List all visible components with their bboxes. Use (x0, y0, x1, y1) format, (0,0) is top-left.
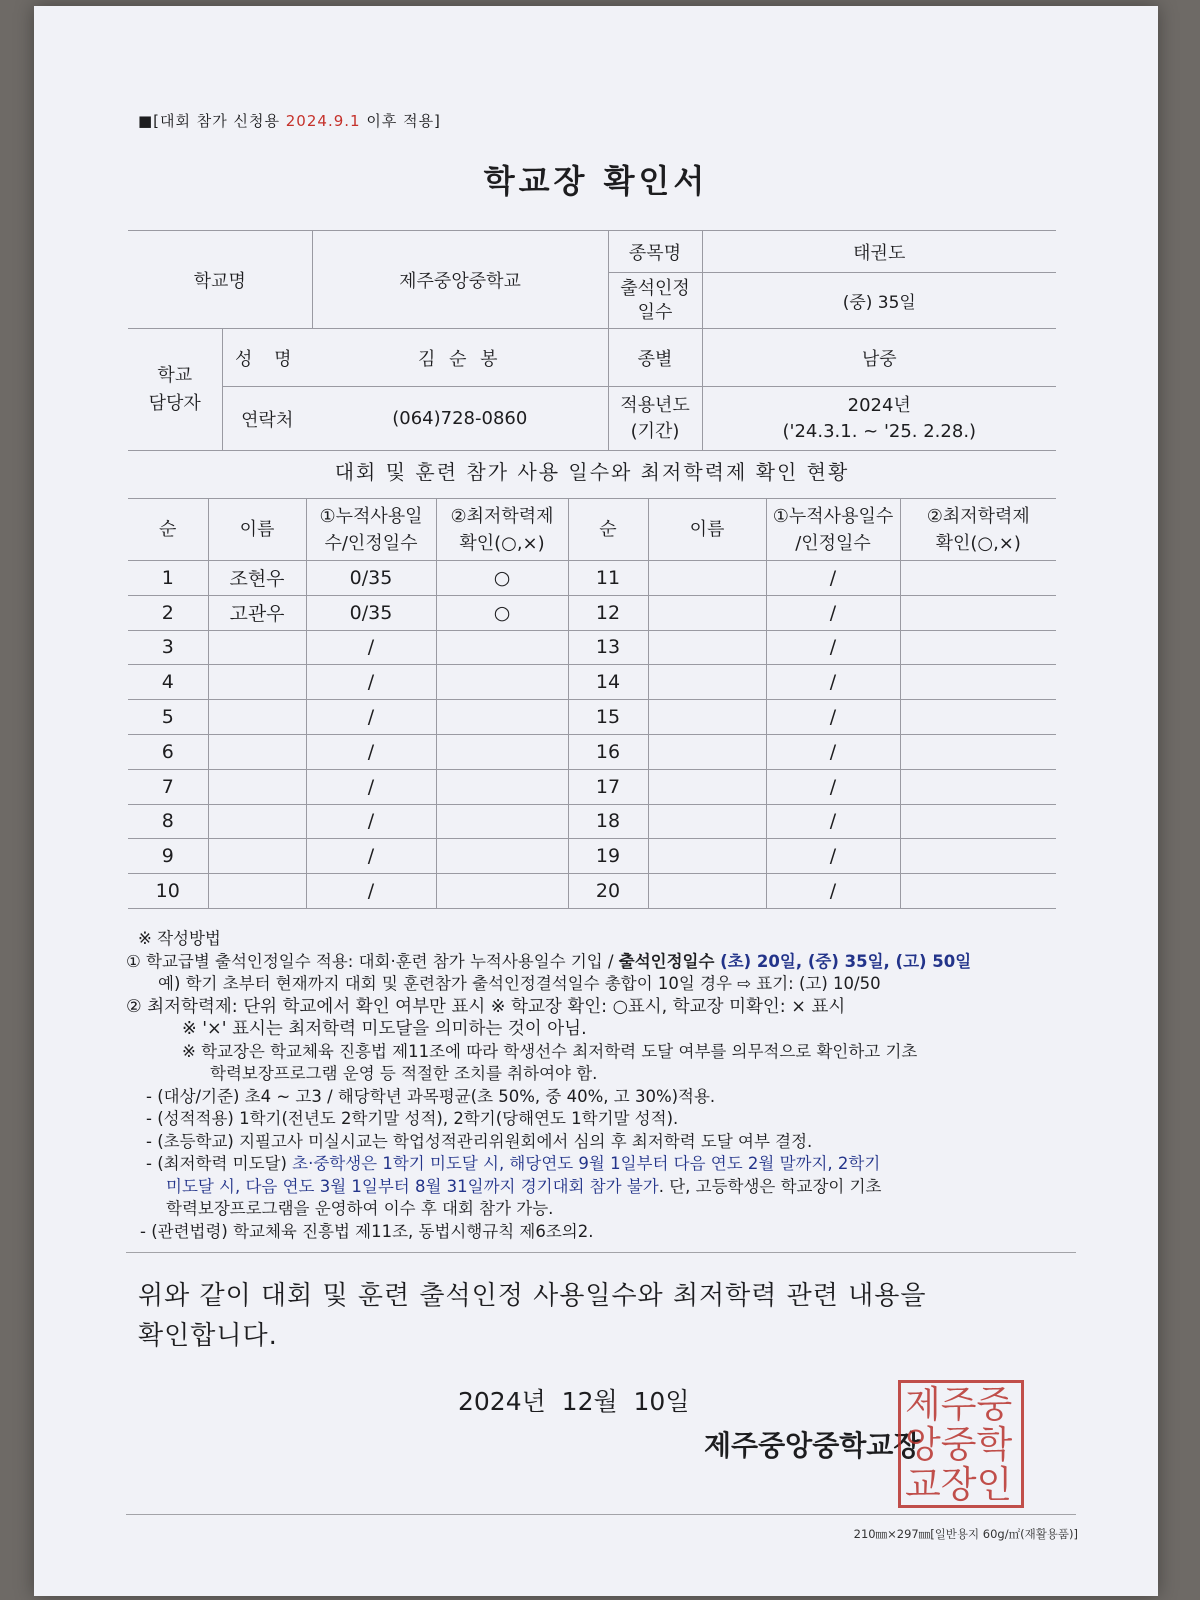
detail-underachieve-end: 학력보장프로그램을 운영하여 이수 후 대회 참가 가능. (166, 1199, 554, 1218)
table-header-row (128, 499, 1056, 561)
manager-label-line1: 학교 (157, 364, 193, 386)
row-name-right (648, 561, 766, 596)
row-days-right: / (766, 769, 900, 804)
divider-bottom (126, 1514, 1076, 1515)
row-days: / (306, 665, 436, 700)
row-no-right: 20 (568, 874, 648, 909)
manager-label (128, 329, 222, 451)
header-check (436, 499, 568, 561)
usage-table (128, 498, 1056, 909)
header-days-right (766, 499, 900, 561)
school-value: 제주중앙중학교 (312, 231, 608, 329)
row-no-right: 11 (568, 561, 648, 596)
document-page (34, 6, 1158, 1596)
principal-name: 제주중앙중학교장 (704, 1429, 921, 1462)
row-days-right: / (766, 839, 900, 874)
note-2: ② 최저학력제: 단위 학교에서 확인 여부만 표시 ※ 학교장 확인: ○표시, 학교장 미확인: × 표시 (126, 996, 846, 1017)
contact-label: 연락처 (222, 387, 312, 451)
row-days: / (306, 734, 436, 769)
row-name-right (648, 874, 766, 909)
table-row (128, 595, 1056, 630)
row-no-right: 13 (568, 630, 648, 665)
row-no: 4 (128, 665, 208, 700)
row-no-right: 16 (568, 734, 648, 769)
seal-line3: 교장인 (905, 1463, 1013, 1506)
row-check (436, 665, 568, 700)
note-1-values: (초) 20일, (중) 35일, (고) 50일 (720, 951, 972, 971)
row-no: 9 (128, 839, 208, 874)
row-check-right (900, 734, 1056, 769)
name-value: 김 순 봉 (312, 329, 608, 387)
row-no: 7 (128, 769, 208, 804)
row-check (436, 874, 568, 909)
row-no-right: 17 (568, 769, 648, 804)
row-name (208, 665, 306, 700)
table-row (128, 804, 1056, 839)
note-2-sub2b: 학력보장프로그램 운영 등 적절한 조치를 취하여야 함. (210, 1064, 598, 1083)
sport-value: 태권도 (702, 231, 1056, 273)
row-name-right (648, 769, 766, 804)
row-name-right (648, 804, 766, 839)
header-days-line1: ①누적사용일 (319, 505, 423, 527)
issue-date: 2024년 12월 10일 (458, 1387, 690, 1416)
official-seal (898, 1380, 1024, 1508)
row-name-right (648, 700, 766, 735)
row-check-right (900, 700, 1056, 735)
row-days: / (306, 874, 436, 909)
row-days: / (306, 630, 436, 665)
row-check (436, 630, 568, 665)
section-title: 대회 및 훈련 참가 사용 일수와 최저학력제 확인 현황 (334, 460, 850, 484)
row-check (436, 804, 568, 839)
row-check-right (900, 665, 1056, 700)
row-no: 6 (128, 734, 208, 769)
row-check: ○ (436, 561, 568, 596)
detail-underachieve (126, 1153, 1086, 1176)
row-check (436, 700, 568, 735)
note-1-example: 예) 학기 초부터 현재까지 대회 및 훈련참가 출석인정결석일수 총합이 10일 경우 ⇨ 표기: (고) 10/50 (158, 974, 881, 993)
row-no-right: 14 (568, 665, 648, 700)
note-2-sub2a: ※ 학교장은 학교체육 진흥법 제11조에 따라 학생선수 최저학력 도달 여부를 의무적으로 확인하고 기초 (182, 1041, 918, 1061)
table-row (128, 700, 1056, 735)
year-label-line1: 적용년도 (620, 394, 690, 416)
detail-underachieve-cont (126, 1176, 1086, 1199)
instructions (126, 928, 1086, 1243)
row-days: 0/35 (306, 561, 436, 596)
row-check-right (900, 769, 1056, 804)
row-name-right (648, 595, 766, 630)
row-name (208, 839, 306, 874)
row-name: 조현우 (208, 561, 306, 596)
row-days: / (306, 769, 436, 804)
row-check: ○ (436, 595, 568, 630)
table-row (128, 874, 1056, 909)
row-check-right (900, 874, 1056, 909)
header-name: 이름 (208, 499, 306, 561)
header-no-right: 순 (568, 499, 648, 561)
detail-underachieve-rule1: 초·중학생은 1학기 미도달 시, 해당연도 9월 1일부터 다음 연도 2월 말까지, 2학기 (292, 1154, 881, 1173)
year-label (608, 387, 702, 451)
row-days-right: / (766, 700, 900, 735)
row-no-right: 15 (568, 700, 648, 735)
seal-line2: 앙중학 (905, 1423, 1013, 1466)
header-check-line2: 확인(○,×) (459, 532, 545, 554)
row-name-right (648, 630, 766, 665)
row-name (208, 630, 306, 665)
row-days-right: / (766, 630, 900, 665)
header-check-right-line1: ②최저학력제 (926, 505, 1030, 527)
paper-spec: 210㎜×297㎜[일반용지 60g/㎡(재활용품)] (853, 1527, 1078, 1541)
header-check-right (900, 499, 1056, 561)
row-name (208, 734, 306, 769)
table-row (128, 665, 1056, 700)
row-check-right (900, 839, 1056, 874)
table-row (128, 561, 1056, 596)
row-days-right: / (766, 804, 900, 839)
note-1 (126, 951, 1086, 974)
detail-underachieve-label: - (최저학력 미도달) (146, 1154, 293, 1173)
confirmation-text (138, 1276, 1078, 1356)
confirmation-line2: 확인합니다. (138, 1321, 278, 1351)
row-days: / (306, 839, 436, 874)
row-name-right (648, 665, 766, 700)
header-days-line2: 수/인정일수 (324, 532, 418, 554)
note-2-sub1: ※ '×' 표시는 최저학력 미도달을 의미하는 것이 아님. (182, 1019, 587, 1039)
header-days-right-line2: /인정일수 (795, 532, 871, 554)
row-name: 고관우 (208, 595, 306, 630)
divider-top (126, 1252, 1076, 1253)
row-no: 1 (128, 561, 208, 596)
row-name (208, 874, 306, 909)
seal-line1: 제주중 (905, 1383, 1013, 1426)
gender-label: 종별 (608, 329, 702, 387)
gender-value: 남중 (702, 329, 1056, 387)
row-no-right: 18 (568, 804, 648, 839)
row-no: 8 (128, 804, 208, 839)
row-no: 10 (128, 874, 208, 909)
contact-value: (064)728-0860 (312, 387, 608, 451)
document-title: 학교장 확인서 (483, 162, 709, 200)
table-row (128, 734, 1056, 769)
row-name-right (648, 734, 766, 769)
row-days-right: / (766, 734, 900, 769)
detail-target: - (대상/기준) 초4 ~ 고3 / 해당학년 과목평균(초 50%, 중 40%, 고 30%)적용. (146, 1086, 716, 1106)
attendance-label (608, 273, 702, 329)
row-no: 2 (128, 595, 208, 630)
detail-underachieve-note: . 단, 고등학생은 학교장이 기초 (658, 1176, 882, 1196)
detail-law: - (관련법령) 학교체육 진흥법 제11조, 동법시행규칙 제6조의2. (140, 1221, 594, 1241)
row-check-right (900, 595, 1056, 630)
row-name (208, 769, 306, 804)
row-no-right: 19 (568, 839, 648, 874)
row-check-right (900, 630, 1056, 665)
row-no: 3 (128, 630, 208, 665)
header-check-right-line2: 확인(○,×) (935, 532, 1021, 554)
manager-label-line2: 담당자 (148, 392, 201, 414)
row-check-right (900, 804, 1056, 839)
row-name (208, 700, 306, 735)
table-row (128, 769, 1056, 804)
usage-table-body (128, 561, 1056, 909)
row-days: 0/35 (306, 595, 436, 630)
detail-grade: - (성적적용) 1학기(전년도 2학기말 성적), 2학기(당해연도 1학기말 성적). (146, 1109, 679, 1128)
attendance-label-line1: 출석인정 (620, 277, 690, 299)
row-check (436, 769, 568, 804)
year-value-line1: 2024년 (847, 394, 911, 416)
row-no-right: 12 (568, 595, 648, 630)
note-date: 2024.9.1 (285, 112, 361, 130)
attendance-value: (중) 35일 (702, 273, 1056, 329)
detail-elementary: - (초등학교) 지필고사 미실시교는 학업성적관리위원회에서 심의 후 최저학력 도달 여부 결정. (146, 1131, 813, 1151)
table-row (128, 630, 1056, 665)
name-label: 성 명 (222, 329, 312, 387)
note-1-text: ① 학교급별 출석인정일수 적용: 대회·훈련 참가 누적사용일수 기입 / (126, 951, 619, 971)
header-no: 순 (128, 499, 208, 561)
info-table (128, 230, 1056, 451)
header-days (306, 499, 436, 561)
attendance-label-line2: 일수 (637, 301, 673, 323)
table-row (128, 839, 1056, 874)
row-days-right: / (766, 561, 900, 596)
row-check (436, 839, 568, 874)
header-days-right-line1: ①누적사용일수 (772, 505, 894, 527)
year-value (702, 387, 1056, 451)
row-days-right: / (766, 595, 900, 630)
year-value-line2: ('24.3.1. ~ '25. 2.28.) (782, 420, 977, 442)
applicability-note (138, 110, 441, 131)
confirmation-line1: 위와 같이 대회 및 훈련 출석인정 사용일수와 최저학력 관련 내용을 (138, 1281, 927, 1311)
row-name-right (648, 839, 766, 874)
header-name-right: 이름 (648, 499, 766, 561)
note-prefix: ■[대회 참가 신청용 (138, 112, 286, 130)
row-days: / (306, 804, 436, 839)
row-days-right: / (766, 874, 900, 909)
row-name (208, 804, 306, 839)
note-suffix: 이후 적용] (360, 112, 441, 130)
sport-label: 종목명 (608, 231, 702, 273)
detail-underachieve-rule2: 미도달 시, 다음 연도 3월 1일부터 8월 31일까지 경기대회 참가 불가 (166, 1176, 659, 1196)
row-days-right: / (766, 665, 900, 700)
year-label-line2: (기간) (630, 420, 680, 442)
row-days: / (306, 700, 436, 735)
row-check-right (900, 561, 1056, 596)
school-label: 학교명 (128, 231, 312, 329)
notes-heading: ※ 작성방법 (138, 929, 221, 948)
row-check (436, 734, 568, 769)
header-check-line1: ②최저학력제 (450, 505, 554, 527)
note-1-bold: 출석인정일수 (618, 951, 721, 971)
row-no: 5 (128, 700, 208, 735)
